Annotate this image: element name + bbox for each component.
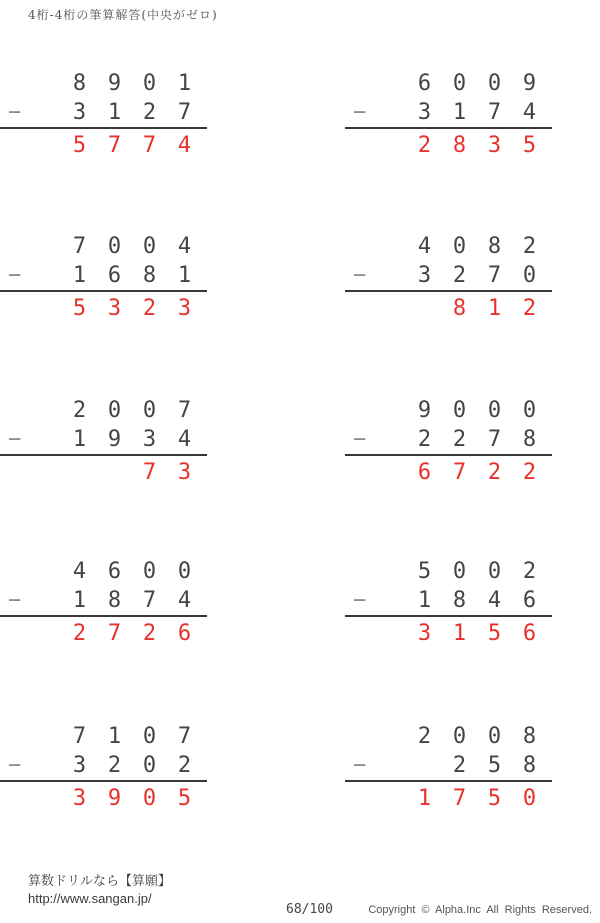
digit-cell: 6 <box>417 460 432 485</box>
minuend-digits <box>62 69 202 98</box>
digit-cell: 7 <box>142 133 157 158</box>
digit-cell: 0 <box>142 71 157 96</box>
digit-cell: 0 <box>452 398 467 423</box>
digit-cell <box>407 294 442 323</box>
digit-cell: 7 <box>72 724 87 749</box>
answer-row <box>0 131 212 160</box>
worksheet-title: 4桁-4桁の筆算解答(中央がゼロ) <box>28 8 218 22</box>
digit-cell: 1 <box>107 100 122 125</box>
digit-cell: 7 <box>487 100 502 125</box>
digit-cell: 7 <box>142 588 157 613</box>
digit-cell: 8 <box>452 296 467 321</box>
minus-operator: − <box>353 588 367 613</box>
digit-cell: 0 <box>142 786 157 811</box>
digit-cell <box>97 458 132 487</box>
digit-cell: 5 <box>72 296 87 321</box>
subtrahend-row <box>345 261 557 290</box>
subtrahend-row <box>345 751 557 780</box>
problem-1 <box>0 69 212 160</box>
minus-operator: − <box>8 427 22 452</box>
digit-cell: 2 <box>522 460 537 485</box>
digit-cell: 4 <box>177 588 192 613</box>
digit-cell: 7 <box>452 460 467 485</box>
digit-cell: 0 <box>522 398 537 423</box>
minus-operator: − <box>8 753 22 778</box>
digit-cell: 5 <box>417 559 432 584</box>
digit-cell: 8 <box>107 588 122 613</box>
digit-cell: 2 <box>452 427 467 452</box>
digit-cell: 6 <box>522 588 537 613</box>
digit-cell: 4 <box>417 234 432 259</box>
digit-cell: 1 <box>72 427 87 452</box>
digit-cell: 7 <box>452 786 467 811</box>
digit-cell: 2 <box>417 724 432 749</box>
digit-cell: 1 <box>452 100 467 125</box>
digit-cell: 3 <box>177 296 192 321</box>
answer-line <box>0 780 207 782</box>
digit-cell: 1 <box>72 263 87 288</box>
digit-cell: 2 <box>142 296 157 321</box>
answer-line <box>0 127 207 129</box>
digit-cell: 2 <box>142 100 157 125</box>
footer-copyright: Copyright © Alpha.Inc All Rights Reserved. <box>368 904 592 916</box>
subtrahend-row <box>0 98 212 127</box>
digit-cell: 8 <box>522 753 537 778</box>
digit-cell: 1 <box>417 786 432 811</box>
minus-operator: − <box>353 263 367 288</box>
minuend-row <box>345 557 557 586</box>
answer-digits <box>62 619 202 648</box>
subtrahend-digits <box>62 261 202 290</box>
digit-cell: 5 <box>487 753 502 778</box>
digit-cell: 5 <box>487 621 502 646</box>
digit-cell: 6 <box>417 71 432 96</box>
footer-site-name: 算数ドリルなら【算願】 <box>28 874 172 889</box>
digit-cell: 5 <box>72 133 87 158</box>
digit-cell: 8 <box>487 234 502 259</box>
digit-cell: 6 <box>107 263 122 288</box>
subtrahend-digits <box>62 586 202 615</box>
problem-8 <box>345 557 557 648</box>
digit-cell: 0 <box>107 234 122 259</box>
footer-page-number: 68/100 <box>286 902 333 917</box>
footer-site-url: http://www.sangan.jp/ <box>28 891 152 906</box>
minuend-row <box>0 396 212 425</box>
digit-cell: 3 <box>72 753 87 778</box>
problem-10 <box>345 722 557 813</box>
minuend-row <box>345 69 557 98</box>
answer-row <box>0 619 212 648</box>
digit-cell <box>62 458 97 487</box>
digit-cell: 8 <box>452 588 467 613</box>
minuend-digits <box>407 722 547 751</box>
digit-cell: 0 <box>487 71 502 96</box>
digit-cell: 8 <box>72 71 87 96</box>
answer-row <box>345 294 557 323</box>
problem-2 <box>345 69 557 160</box>
minuend-digits <box>407 69 547 98</box>
digit-cell: 9 <box>417 398 432 423</box>
answer-row <box>0 458 212 487</box>
minuend-row <box>345 232 557 261</box>
answer-row <box>0 294 212 323</box>
digit-cell: 0 <box>452 234 467 259</box>
digit-cell: 9 <box>107 786 122 811</box>
minuend-digits <box>62 396 202 425</box>
answer-row <box>345 458 557 487</box>
digit-cell: 0 <box>522 263 537 288</box>
subtrahend-row <box>0 261 212 290</box>
minuend-row <box>0 722 212 751</box>
digit-cell: 9 <box>107 427 122 452</box>
answer-line <box>345 127 552 129</box>
subtrahend-row <box>345 586 557 615</box>
digit-cell: 2 <box>522 296 537 321</box>
digit-cell: 9 <box>107 71 122 96</box>
digit-cell: 3 <box>72 100 87 125</box>
digit-cell: 2 <box>452 263 467 288</box>
answer-digits <box>62 458 202 487</box>
digit-cell: 0 <box>452 71 467 96</box>
minuend-row <box>345 722 557 751</box>
digit-cell: 6 <box>522 621 537 646</box>
digit-cell: 0 <box>142 559 157 584</box>
minuend-digits <box>407 396 547 425</box>
answer-digits <box>407 784 547 813</box>
answer-line <box>345 780 552 782</box>
digit-cell: 0 <box>142 753 157 778</box>
minuend-digits <box>407 557 547 586</box>
digit-cell: 3 <box>487 133 502 158</box>
digit-cell: 7 <box>177 100 192 125</box>
digit-cell: 0 <box>107 398 122 423</box>
digit-cell: 1 <box>487 296 502 321</box>
subtrahend-row <box>345 98 557 127</box>
digit-cell: 5 <box>522 133 537 158</box>
problem-5 <box>0 396 212 487</box>
subtrahend-digits <box>407 425 547 454</box>
subtrahend-row <box>0 425 212 454</box>
problem-7 <box>0 557 212 648</box>
digit-cell: 0 <box>142 724 157 749</box>
digit-cell: 1 <box>177 71 192 96</box>
answer-row <box>0 784 212 813</box>
answer-digits <box>62 294 202 323</box>
subtrahend-row <box>0 586 212 615</box>
digit-cell: 0 <box>177 559 192 584</box>
digit-cell: 3 <box>72 786 87 811</box>
digit-cell: 2 <box>72 398 87 423</box>
answer-digits <box>407 458 547 487</box>
problem-9 <box>0 722 212 813</box>
digit-cell: 0 <box>452 559 467 584</box>
digit-cell: 8 <box>522 427 537 452</box>
digit-cell: 9 <box>522 71 537 96</box>
answer-digits <box>407 619 547 648</box>
problem-3 <box>0 232 212 323</box>
minuend-row <box>0 232 212 261</box>
digit-cell: 5 <box>487 786 502 811</box>
digit-cell: 4 <box>177 427 192 452</box>
digit-cell: 0 <box>522 786 537 811</box>
digit-cell: 3 <box>417 621 432 646</box>
digit-cell <box>407 751 442 780</box>
minus-operator: − <box>353 753 367 778</box>
digit-cell: 7 <box>72 234 87 259</box>
answer-row <box>345 131 557 160</box>
minuend-row <box>0 557 212 586</box>
digit-cell: 7 <box>107 621 122 646</box>
minuend-digits <box>62 722 202 751</box>
subtrahend-row <box>0 751 212 780</box>
problem-6 <box>345 396 557 487</box>
answer-line <box>345 454 552 456</box>
subtrahend-digits <box>407 751 547 780</box>
digit-cell: 8 <box>142 263 157 288</box>
digit-cell: 1 <box>452 621 467 646</box>
subtrahend-digits <box>407 261 547 290</box>
digit-cell: 4 <box>177 234 192 259</box>
digit-cell: 7 <box>487 427 502 452</box>
minus-operator: − <box>8 100 22 125</box>
digit-cell: 2 <box>417 133 432 158</box>
digit-cell: 5 <box>177 786 192 811</box>
answer-line <box>0 290 207 292</box>
digit-cell: 4 <box>177 133 192 158</box>
digit-cell: 6 <box>177 621 192 646</box>
digit-cell: 8 <box>522 724 537 749</box>
digit-cell: 2 <box>72 621 87 646</box>
digit-cell: 2 <box>417 427 432 452</box>
digit-cell: 2 <box>177 753 192 778</box>
digit-cell: 1 <box>177 263 192 288</box>
digit-cell: 1 <box>417 588 432 613</box>
digit-cell: 7 <box>177 398 192 423</box>
answer-line <box>345 290 552 292</box>
minuend-digits <box>62 232 202 261</box>
subtrahend-row <box>345 425 557 454</box>
answer-digits <box>62 784 202 813</box>
answer-line <box>0 454 207 456</box>
answer-line <box>0 615 207 617</box>
minuend-digits <box>62 557 202 586</box>
digit-cell: 3 <box>417 100 432 125</box>
digit-cell: 2 <box>452 753 467 778</box>
answer-row <box>345 619 557 648</box>
digit-cell: 6 <box>107 559 122 584</box>
subtrahend-digits <box>62 425 202 454</box>
answer-line <box>345 615 552 617</box>
digit-cell: 7 <box>107 133 122 158</box>
digit-cell: 3 <box>142 427 157 452</box>
subtrahend-digits <box>407 586 547 615</box>
subtrahend-digits <box>62 751 202 780</box>
minus-operator: − <box>353 427 367 452</box>
minus-operator: − <box>353 100 367 125</box>
minuend-digits <box>407 232 547 261</box>
subtrahend-digits <box>62 98 202 127</box>
minus-operator: − <box>8 588 22 613</box>
digit-cell: 8 <box>452 133 467 158</box>
minus-operator: − <box>8 263 22 288</box>
digit-cell: 2 <box>522 234 537 259</box>
minuend-row <box>0 69 212 98</box>
digit-cell: 1 <box>107 724 122 749</box>
answer-digits <box>62 131 202 160</box>
subtrahend-digits <box>407 98 547 127</box>
minuend-row <box>345 396 557 425</box>
digit-cell: 7 <box>487 263 502 288</box>
digit-cell: 3 <box>417 263 432 288</box>
answer-digits <box>407 294 547 323</box>
digit-cell: 2 <box>142 621 157 646</box>
digit-cell: 4 <box>487 588 502 613</box>
digit-cell: 2 <box>107 753 122 778</box>
digit-cell: 0 <box>487 724 502 749</box>
digit-cell: 0 <box>452 724 467 749</box>
problem-4 <box>345 232 557 323</box>
digit-cell: 0 <box>487 559 502 584</box>
digit-cell: 0 <box>142 398 157 423</box>
digit-cell: 3 <box>107 296 122 321</box>
digit-cell: 0 <box>142 234 157 259</box>
digit-cell: 4 <box>522 100 537 125</box>
answer-row <box>345 784 557 813</box>
digit-cell: 2 <box>522 559 537 584</box>
digit-cell: 0 <box>487 398 502 423</box>
digit-cell: 4 <box>72 559 87 584</box>
digit-cell: 1 <box>72 588 87 613</box>
digit-cell: 7 <box>142 460 157 485</box>
digit-cell: 7 <box>177 724 192 749</box>
digit-cell: 3 <box>177 460 192 485</box>
digit-cell: 2 <box>487 460 502 485</box>
answer-digits <box>407 131 547 160</box>
